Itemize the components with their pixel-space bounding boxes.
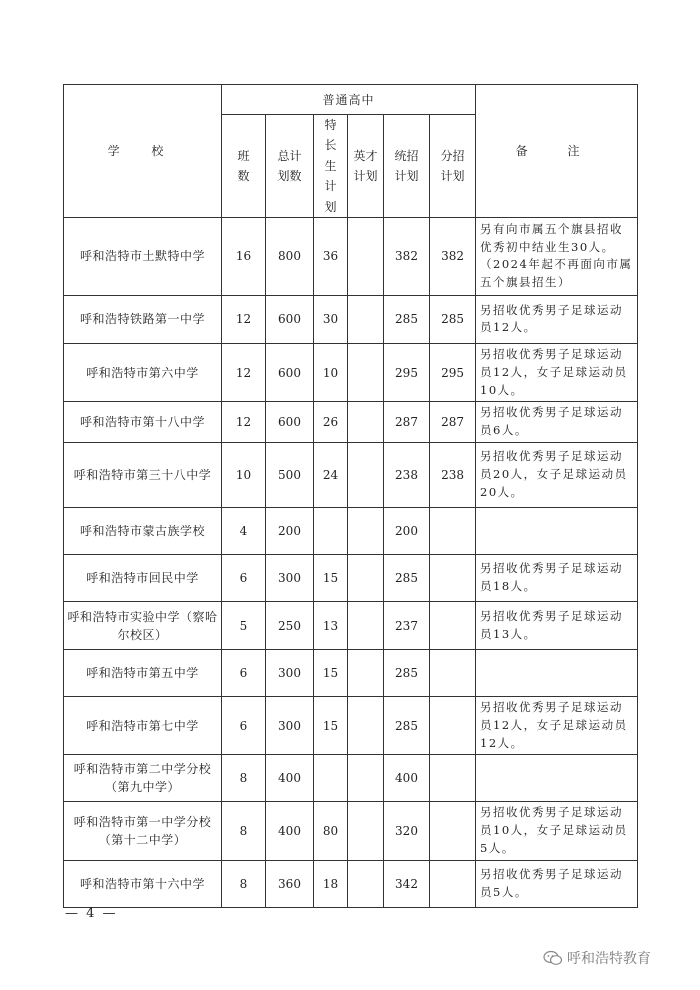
talent-plan-value: [348, 343, 384, 401]
talent-plan-value: [348, 555, 384, 602]
separate-plan-value: [430, 802, 476, 860]
unified-plan-value: 400: [384, 755, 430, 802]
school-name: 呼和浩特市第二中学分校（第九中学）: [64, 755, 222, 802]
separate-plan-value: 295: [430, 343, 476, 401]
header-total-plan: 总计 划数: [266, 115, 314, 218]
unified-plan-value: 200: [384, 508, 430, 555]
header-classes: 班 数: [222, 115, 266, 218]
school-name: 呼和浩特市第十八中学: [64, 402, 222, 443]
talent-plan-value: [348, 860, 384, 907]
school-name: 呼和浩特市第一中学分校（第十二中学）: [64, 802, 222, 860]
school-name: 呼和浩特市回民中学: [64, 555, 222, 602]
note-text: 另招收优秀男子足球运动员10人，女子足球运动员5人。: [476, 802, 638, 860]
table-body: [64, 217, 638, 907]
special-plan-value: 15: [314, 650, 348, 697]
separate-plan-value: [430, 555, 476, 602]
separate-plan-value: 382: [430, 217, 476, 295]
header-group-general-high-school: 普通高中: [222, 85, 476, 115]
classes-value: 5: [222, 602, 266, 650]
table-row: [64, 697, 638, 755]
talent-plan-value: [348, 650, 384, 697]
talent-plan-value: [348, 697, 384, 755]
table-row: [64, 650, 638, 697]
total-plan-value: 400: [266, 755, 314, 802]
enrollment-plan-table: [63, 84, 638, 908]
note-text: 另招收优秀男子足球运动员12人，女子足球运动员10人。: [476, 343, 638, 401]
special-plan-value: 36: [314, 217, 348, 295]
classes-value: 12: [222, 402, 266, 443]
total-plan-value: 500: [266, 443, 314, 508]
special-plan-value: 10: [314, 343, 348, 401]
total-plan-value: 600: [266, 295, 314, 343]
school-name: 呼和浩特铁路第一中学: [64, 295, 222, 343]
talent-plan-value: [348, 508, 384, 555]
unified-plan-value: 287: [384, 402, 430, 443]
school-name: 呼和浩特市实验中学（察哈尔校区）: [64, 602, 222, 650]
note-text: 另招收优秀男子足球运动员5人。: [476, 860, 638, 907]
table-row: [64, 217, 638, 295]
special-plan-value: 15: [314, 555, 348, 602]
table-row: [64, 508, 638, 555]
special-plan-value: 30: [314, 295, 348, 343]
special-plan-value: [314, 508, 348, 555]
page-number: — 4 —: [65, 906, 118, 921]
separate-plan-value: 287: [430, 402, 476, 443]
separate-plan-value: [430, 697, 476, 755]
unified-plan-value: 285: [384, 650, 430, 697]
note-text: 另招收优秀男子足球运动员20人，女子足球运动员20人。: [476, 443, 638, 508]
total-plan-value: 600: [266, 402, 314, 443]
total-plan-value: 800: [266, 217, 314, 295]
watermark: [543, 948, 651, 968]
school-name: 呼和浩特市第三十八中学: [64, 443, 222, 508]
classes-value: 12: [222, 343, 266, 401]
school-name: 呼和浩特市蒙古族学校: [64, 508, 222, 555]
classes-value: 12: [222, 295, 266, 343]
unified-plan-value: 238: [384, 443, 430, 508]
talent-plan-value: [348, 602, 384, 650]
note-text: [476, 650, 638, 697]
special-plan-value: 13: [314, 602, 348, 650]
table-row: [64, 860, 638, 907]
note-text: 另招收优秀男子足球运动员12人。: [476, 295, 638, 343]
unified-plan-value: 295: [384, 343, 430, 401]
talent-plan-value: [348, 295, 384, 343]
special-plan-value: 18: [314, 860, 348, 907]
header-row-1: [64, 85, 638, 115]
note-text: [476, 755, 638, 802]
special-plan-value: 24: [314, 443, 348, 508]
header-note: 备 注: [476, 85, 638, 218]
note-text: 另招收优秀男子足球运动员13人。: [476, 602, 638, 650]
table-row: [64, 402, 638, 443]
special-plan-value: 80: [314, 802, 348, 860]
total-plan-value: 250: [266, 602, 314, 650]
separate-plan-value: 238: [430, 443, 476, 508]
unified-plan-value: 342: [384, 860, 430, 907]
classes-value: 8: [222, 802, 266, 860]
header-unified-plan: 统招 计划: [384, 115, 430, 218]
watermark-text: 呼和浩特教育: [567, 951, 651, 967]
school-name: 呼和浩特市第五中学: [64, 650, 222, 697]
unified-plan-value: 285: [384, 697, 430, 755]
header-school: 学 校: [64, 85, 222, 218]
classes-value: 6: [222, 650, 266, 697]
separate-plan-value: [430, 508, 476, 555]
note-text: 另招收优秀男子足球运动员12人，女子足球运动员12人。: [476, 697, 638, 755]
wechat-icon: [543, 950, 563, 966]
unified-plan-value: 382: [384, 217, 430, 295]
separate-plan-value: [430, 860, 476, 907]
header-separate-plan: 分招 计划: [430, 115, 476, 218]
school-name: 呼和浩特市第十六中学: [64, 860, 222, 907]
table-row: [64, 343, 638, 401]
total-plan-value: 300: [266, 555, 314, 602]
school-name: 呼和浩特市土默特中学: [64, 217, 222, 295]
header-talent-plan: 英才 计划: [348, 115, 384, 218]
separate-plan-value: 285: [430, 295, 476, 343]
talent-plan-value: [348, 802, 384, 860]
classes-value: 10: [222, 443, 266, 508]
classes-value: 8: [222, 755, 266, 802]
unified-plan-value: 285: [384, 555, 430, 602]
note-text: [476, 508, 638, 555]
special-plan-value: 26: [314, 402, 348, 443]
school-name: 呼和浩特市第七中学: [64, 697, 222, 755]
total-plan-value: 300: [266, 650, 314, 697]
total-plan-value: 200: [266, 508, 314, 555]
total-plan-value: 300: [266, 697, 314, 755]
total-plan-value: 400: [266, 802, 314, 860]
classes-value: 6: [222, 697, 266, 755]
table-row: [64, 802, 638, 860]
classes-value: 8: [222, 860, 266, 907]
table-row: [64, 555, 638, 602]
separate-plan-value: [430, 602, 476, 650]
talent-plan-value: [348, 755, 384, 802]
classes-value: 6: [222, 555, 266, 602]
header-special-plan: 特 长 生 计 划: [314, 115, 348, 218]
talent-plan-value: [348, 443, 384, 508]
total-plan-value: 600: [266, 343, 314, 401]
separate-plan-value: [430, 755, 476, 802]
school-name: 呼和浩特市第六中学: [64, 343, 222, 401]
separate-plan-value: [430, 650, 476, 697]
table-row: [64, 295, 638, 343]
note-text: 另招收优秀男子足球运动员6人。: [476, 402, 638, 443]
talent-plan-value: [348, 217, 384, 295]
note-text: 另招收优秀男子足球运动员18人。: [476, 555, 638, 602]
table-row: [64, 443, 638, 508]
classes-value: 16: [222, 217, 266, 295]
table-row: [64, 602, 638, 650]
unified-plan-value: 237: [384, 602, 430, 650]
table-row: [64, 755, 638, 802]
total-plan-value: 360: [266, 860, 314, 907]
special-plan-value: 15: [314, 697, 348, 755]
unified-plan-value: 285: [384, 295, 430, 343]
note-text: 另有向市属五个旗县招收优秀初中结业生30人。（2024年起不再面向市属五个旗县招生）: [476, 217, 638, 295]
classes-value: 4: [222, 508, 266, 555]
unified-plan-value: 320: [384, 802, 430, 860]
talent-plan-value: [348, 402, 384, 443]
special-plan-value: [314, 755, 348, 802]
